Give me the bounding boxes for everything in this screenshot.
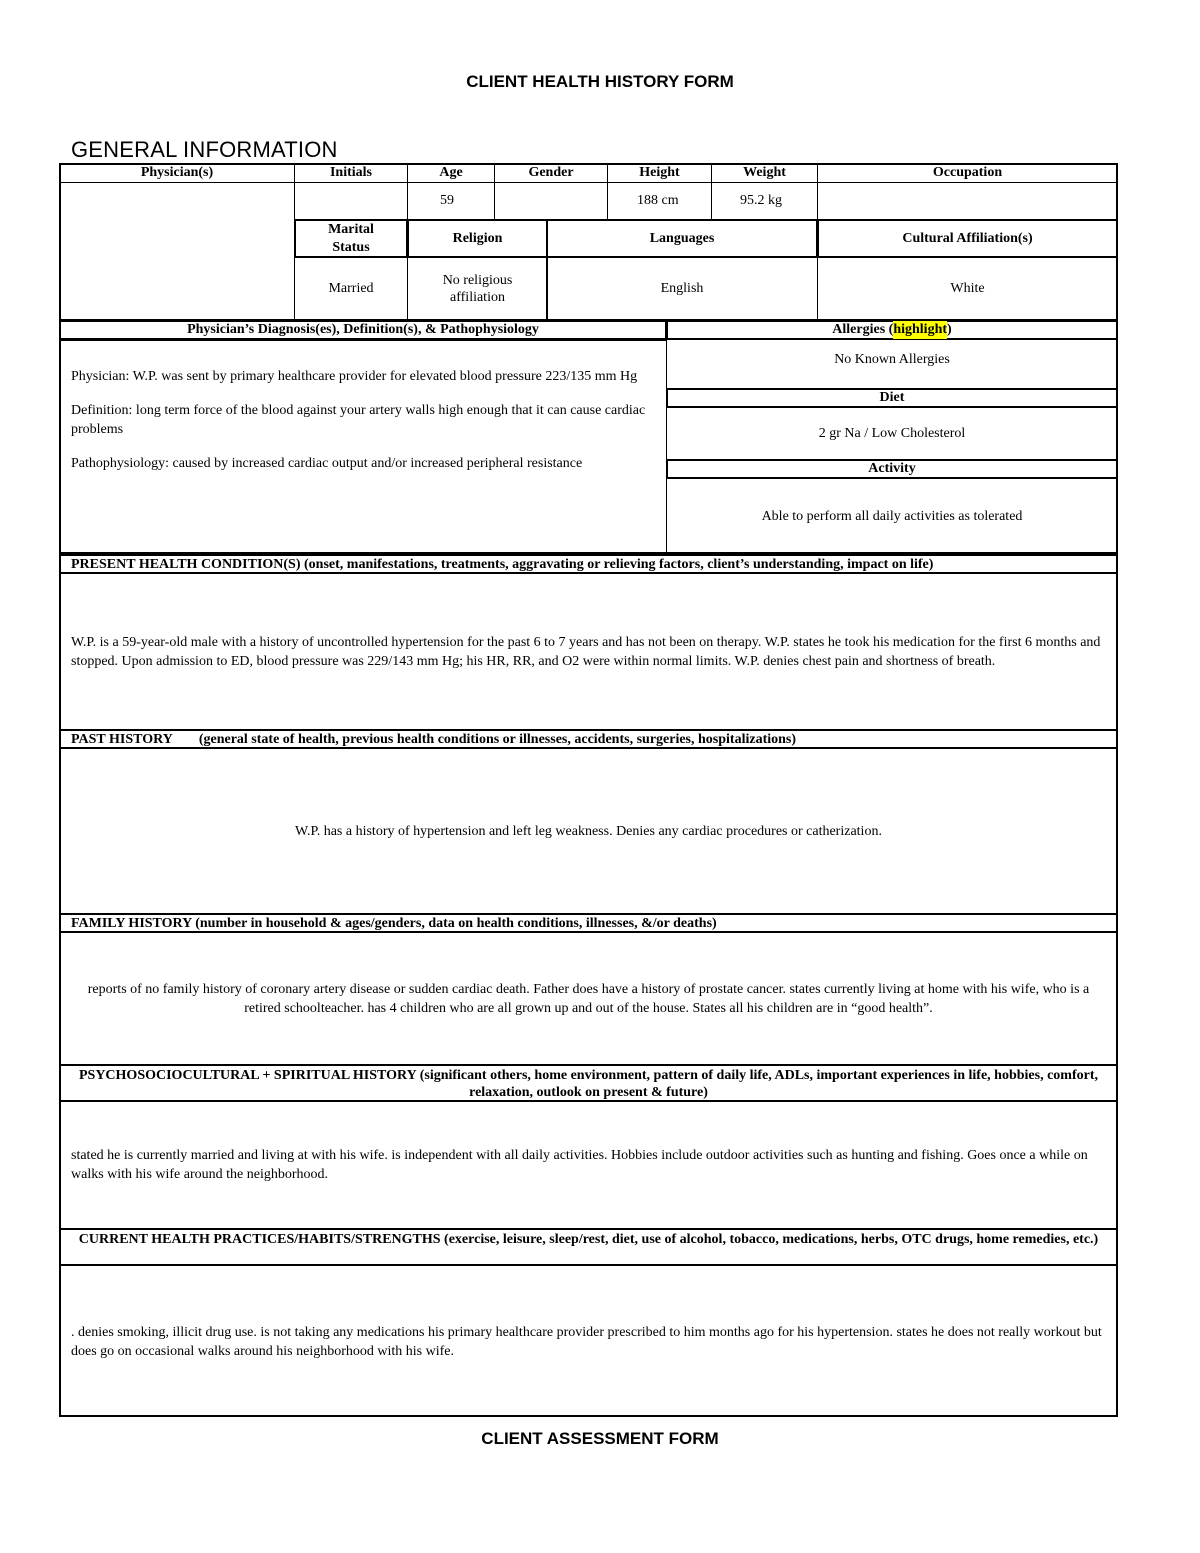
diagnosis-pathophysiology-text: Pathophysiology: caused by increased cardiac output and/or increased peripheral resistance [71,456,583,471]
diet-value: 2 gr Na / Low Cholesterol [666,407,1118,460]
current-practices-content [59,1265,1118,1417]
psychosocial-text: stated he is currently married and living at with his wife. is independent with all daily activities. Hobbies include outdoor activities such as hunting and fishing. Goes once a while on walks with his wife around the neighborhood. [71,1148,1088,1182]
allergies-header-suffix: ) [947,322,952,338]
languages-header: Languages [546,219,818,258]
activity-value: Able to perform all daily activities as tolerated [666,478,1118,554]
weight-value: 95.2 kg [711,182,818,220]
document-title: CLIENT HEALTH HISTORY FORM [466,72,734,91]
allergies-header [666,320,1118,340]
occupation-value [817,182,1118,220]
physicians-value [59,182,295,321]
past-history-header-lead: PAST HISTORY [71,732,173,747]
initials-value [294,182,408,220]
height-value: 188 cm [607,182,712,220]
initials-header: Initials [294,163,408,183]
past-history-text: W.P. has a history of hypertension and left leg weakness. Denies any cardiac procedures or catherization. [295,823,882,839]
religion-value: No religious affiliation [407,257,548,321]
occupation-header: Occupation [817,163,1118,183]
cultural-affiliation-header: Cultural Affiliation(s) [817,219,1118,258]
present-health-content [59,573,1118,730]
footer-title: CLIENT ASSESSMENT FORM [481,1429,719,1448]
languages-value: English [546,257,818,321]
psychosocial-header: PSYCHOSOCIOCULTURAL + SPIRITUAL HISTORY (significant others, home environment, pattern of daily life, ADLs, important experiences in life, hobbies, comfort, relaxation, outlook on present & future) [59,1064,1118,1102]
diagnosis-header: Physician’s Diagnosis(es), Definition(s), & Pathophysiology [59,320,667,340]
physicians-header: Physician(s) [59,163,295,183]
family-history-header: FAMILY HISTORY (number in household & ages/genders, data on health conditions, illnesses, &/or deaths) [59,913,1118,933]
past-history-content [59,748,1118,914]
cultural-affiliation-value: White [817,257,1118,321]
height-header: Height [607,163,712,183]
psychosocial-content [59,1101,1118,1229]
gender-value [494,182,608,220]
present-health-header: PRESENT HEALTH CONDITION(S) (onset, manifestations, treatments, aggravating or relieving factors, client’s understanding, impact on life) [59,554,1118,574]
present-health-text: W.P. is a 59-year-old male with a history of uncontrolled hypertension for the past 6 to 7 years and has not been on therapy. W.P. states he took his medication for the first 6 months and stopped. Upon admission to ED, blood pressure was 229/143 mm Hg; his HR, RR, and O2 were within normal limits. W.P. denies chest pain and shortness of breath. [71,634,1101,669]
current-practices-header: CURRENT HEALTH PRACTICES/HABITS/STRENGTHS (exercise, leisure, sleep/rest, diet, use of alcohol, tobacco, medications, herbs, OTC drugs, home remedies, etc.) [59,1228,1118,1266]
weight-header: Weight [711,163,818,183]
diagnosis-definition-text: Definition: long term force of the blood against your artery walls high enough that it can cause cardiac problems [71,403,646,437]
allergies-value: No Known Allergies [666,339,1118,389]
diagnosis-physician-text: Physician: W.P. was sent by primary healthcare provider for elevated blood pressure 223/135 mm Hg [71,369,638,384]
allergies-header-prefix: Allergies ( [832,322,894,338]
family-history-text: reports of no family history of coronary artery disease or sudden cardiac death. Father does have a history of prostate cancer. states currently living at home with his wife, who is a retired schoolteacher. has 4 children who are all grown up and out of the house. States all his children are in “good health”. [87,981,1090,1016]
marital-status-value: Married [294,257,408,321]
section-heading-general-information: GENERAL INFORMATION [71,137,338,162]
current-practices-text: . denies smoking, illicit drug use. is not taking any medications his primary healthcare provider prescribed to him months ago for his hypertension. states he does not really workout but does go on occasional walks around his neighborhood with his wife. [71,1325,1102,1359]
marital-status-header: Marital Status [294,219,408,258]
diagnosis-content [59,339,667,554]
allergies-header-highlight: highlight [893,322,948,338]
activity-header: Activity [666,459,1118,479]
diet-header: Diet [666,388,1118,408]
age-header: Age [407,163,495,183]
religion-header: Religion [407,219,548,258]
family-history-content [59,932,1118,1065]
past-history-header-rest: (general state of health, previous health conditions or illnesses, accidents, surgeries, hospitalizations) [198,732,797,747]
age-value: 59 [407,182,495,220]
gender-header: Gender [494,163,608,183]
past-history-header [59,729,1118,749]
